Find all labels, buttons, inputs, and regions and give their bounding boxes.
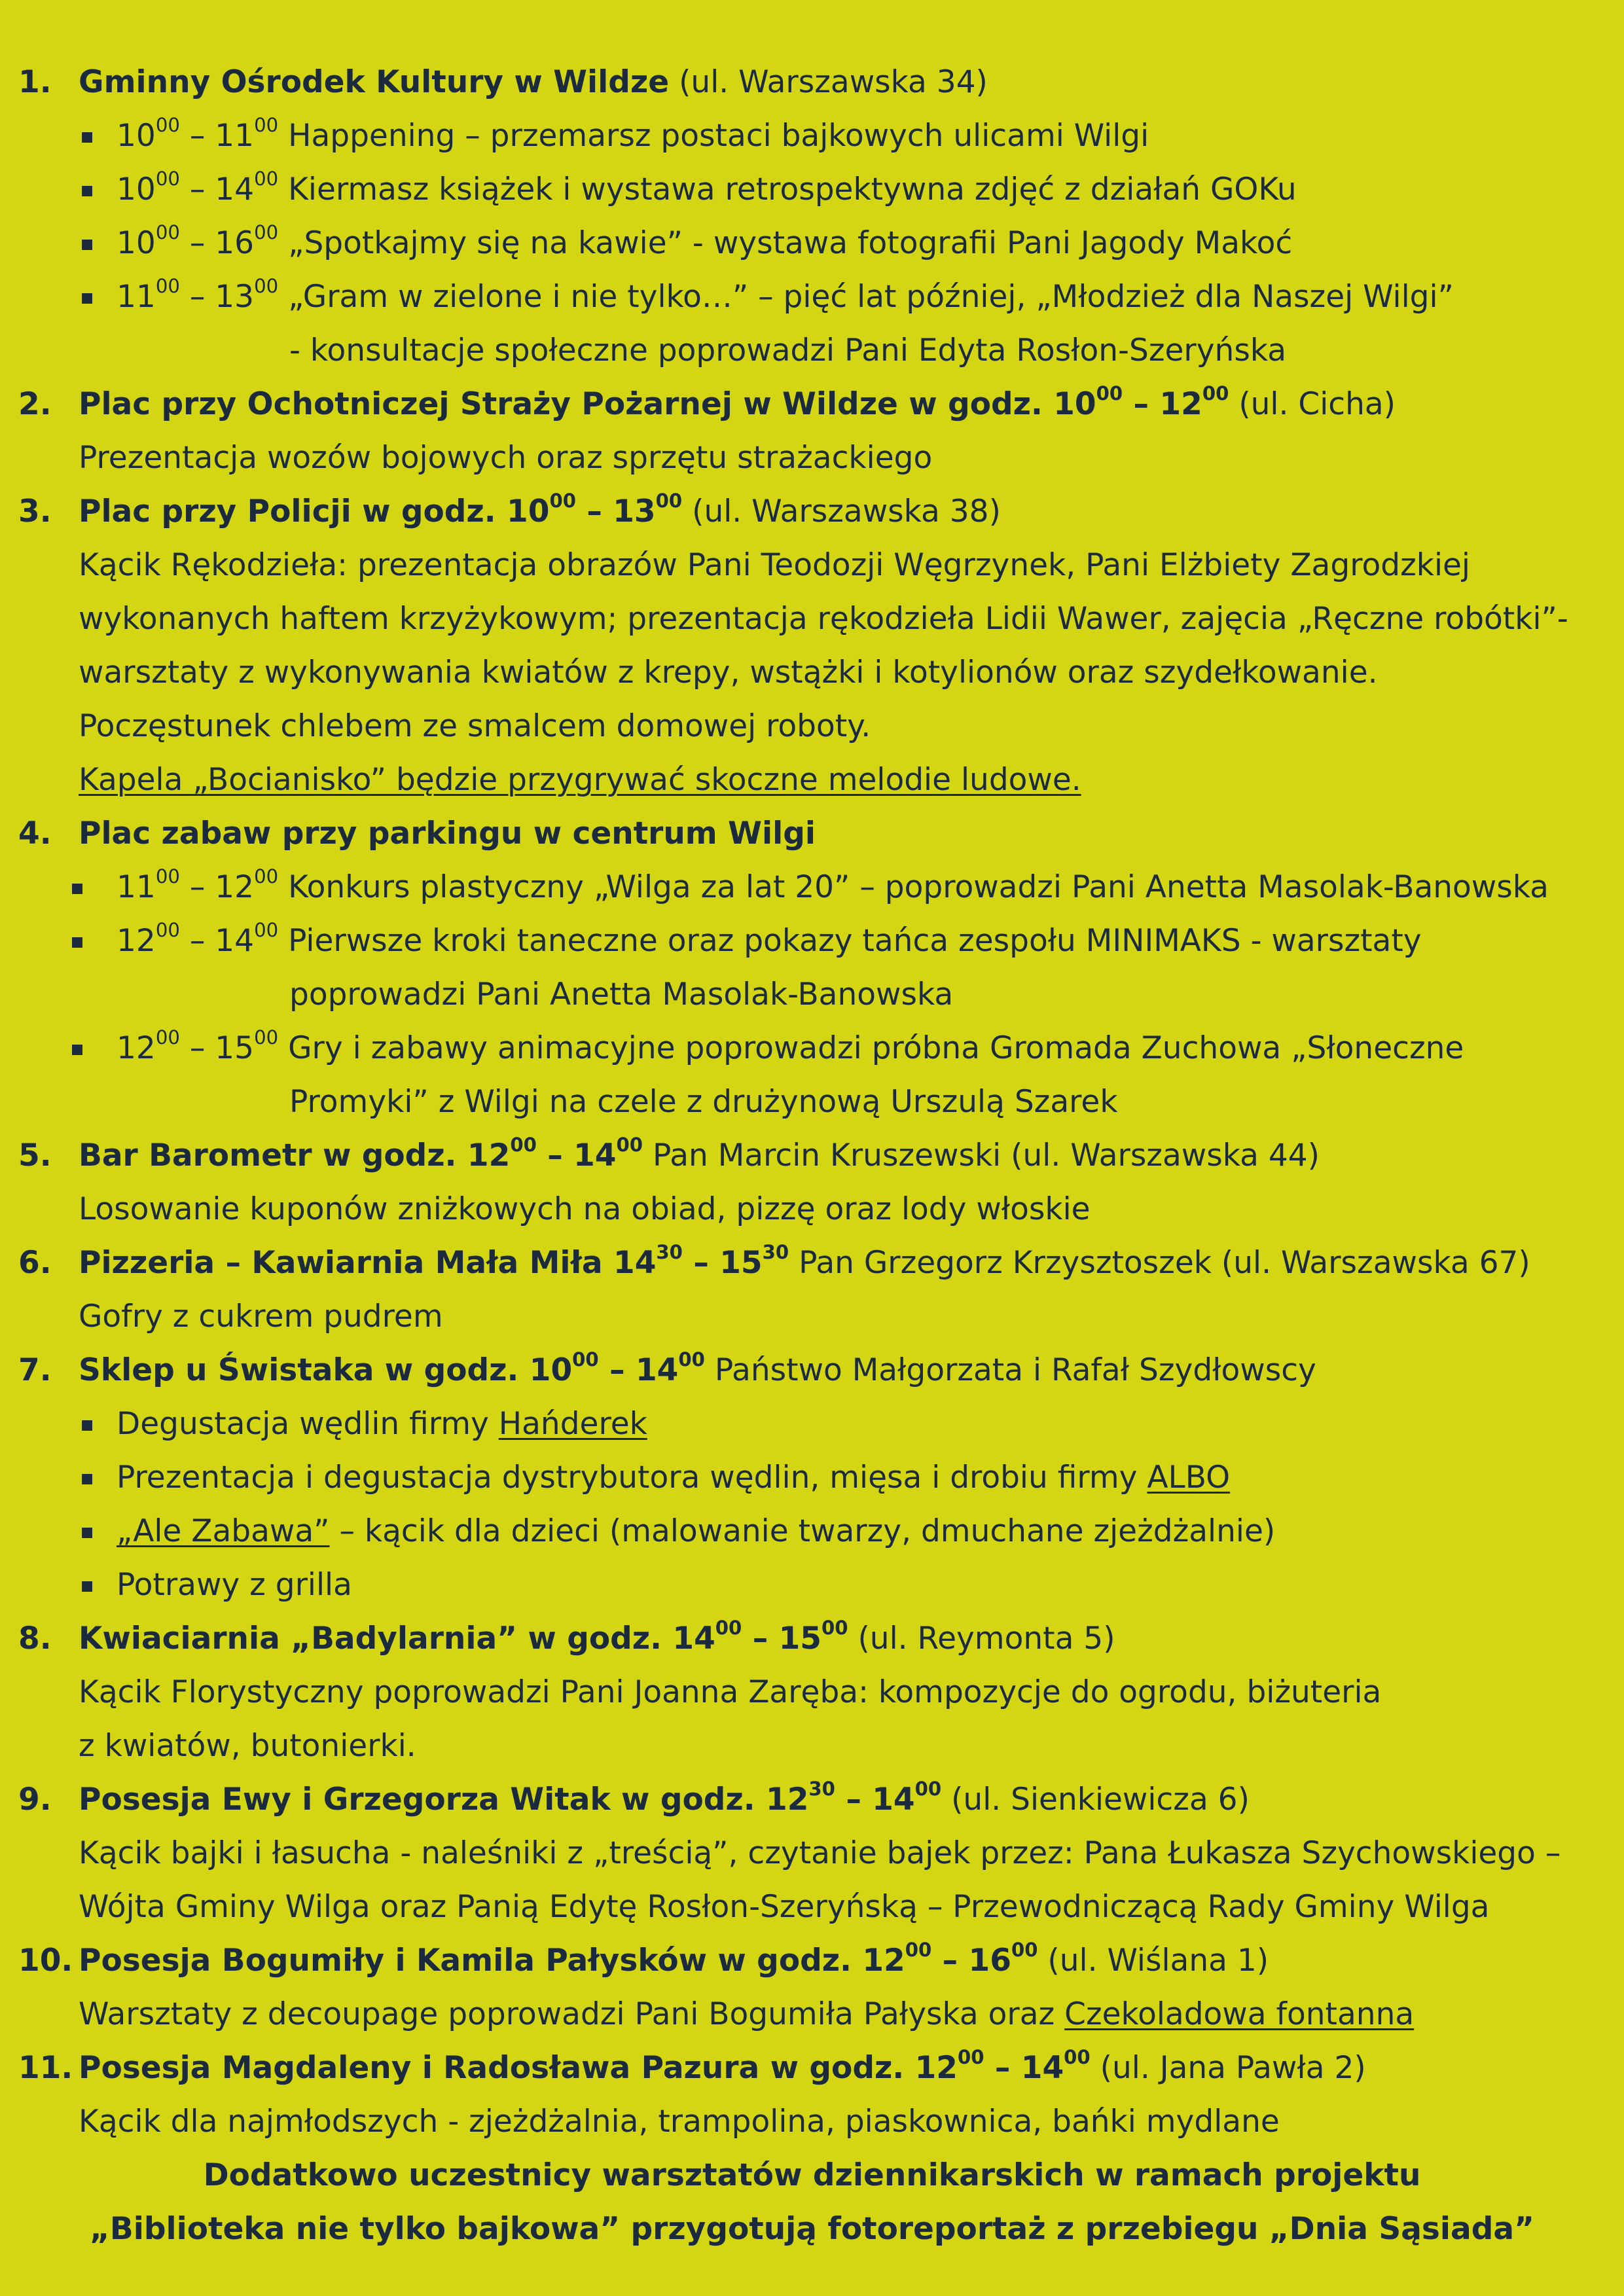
item-8-title: Kwiaciarnia „Badylarnia” w godz. $14^{00} - 15^{00}$ (ul. Reymonta 5) [79,1617,1115,1657]
bullet-icon [82,1528,92,1538]
item-7-bullet-1: Degustacja wędlin firmy Hańderek [117,1406,647,1442]
item-6-number: 6. [18,1245,52,1281]
bullet-icon [82,186,92,196]
item-7-number: 7. [18,1352,52,1388]
item-11-title: Posesja Magdaleny i Radosława Pazura w godz. $12^{00} - 14^{00}$ (ul. Jana Pawła 2) [79,2046,1366,2086]
item-4-event-1: $11^{00} - 12^{00}$ Konkurs plastyczny „Wilga za lat 20” – poprowadzi Pani Anetta Masolak-Banowska [117,865,1549,905]
hanerek-link[interactable]: Hańderek [498,1406,647,1442]
item-2-number: 2. [18,386,52,422]
item-1-event-4: $11^{00} - 13^{00}$ „Gram w zielone i nie tylko…” – pięć lat później, „Młodzież dla Naszej Wilgi” [117,275,1454,315]
item-6-title: Pizzeria – Kawiarnia Mała Miła $14^{30} - 15^{30}$ Pan Grzegorz Krzysztoszek (ul. Warszawska 67) [79,1241,1530,1281]
item-10-description: Warsztaty z decoupage poprowadzi Pani Bogumiła Pałyska oraz Czekoladowa fontanna [79,1996,1415,2032]
bullet-icon [82,1474,92,1484]
item-3-line-1: Kącik Rękodzieła: prezentacja obrazów Pani Teodozji Węgrzynek, Pani Elżbiety Zagrodzkiej [79,547,1470,583]
item-4-event-2-continuation: poprowadzi Pani Anetta Masolak-Banowska [289,977,954,1013]
item-9-title: Posesja Ewy i Grzegorza Witak w godz. $12^{30} - 14^{00}$ (ul. Sienkiewicza 6) [79,1778,1250,1818]
item-11-number: 11. [18,2050,73,2086]
item-4-number: 4. [18,816,52,852]
bullet-icon [72,1045,82,1055]
bullet-icon [82,132,92,143]
item-8-line-1: Kącik Florystyczny poprowadzi Pani Joanna Zaręba: kompozycje do ogrodu, biżuteria [79,1674,1382,1710]
item-4-event-3-continuation: Promyki” z Wilgi na czele z drużynową Urszulą Szarek [289,1084,1118,1120]
item-2-title: Plac przy Ochotniczej Straży Pożarnej w Wildze w godz. $10^{00} - 12^{00}$ (ul. Cicha) [79,382,1396,422]
bullet-icon [82,1420,92,1431]
item-3-line-3: warsztaty z wykonywania kwiatów z krepy, wstążki i kotylionów oraz szydełkowanie. [79,655,1378,691]
item-1-heading: 1. [18,64,52,100]
item-1-event-2: $10^{00} - 14^{00}$ Kiermasz książek i wystawa retrospektywna zdjęć z działań GOKu [117,168,1297,207]
albo-link[interactable]: ALBO [1147,1460,1231,1496]
item-3-line-2: wykonanych haftem krzyżykowym; prezentacja rękodzieła Lidii Wawer, zajęcia „Ręczne robótki”- [79,601,1568,637]
bullet-icon [82,293,92,304]
item-4-event-3: $12^{00} - 15^{00}$ Gry i zabawy animacyjne poprowadzi próbna Gromada Zuchowa „Słoneczne [117,1026,1464,1066]
item-11-description: Kącik dla najmłodszych - zjeżdżalnia, trampolina, piaskownica, bańki mydlane [79,2104,1280,2140]
item-1-event-1: $10^{00} - 11^{00}$ Happening – przemarsz postaci bajkowych ulicami Wilgi [117,114,1149,154]
item-5-title: Bar Barometr w godz. $12^{00} - 14^{00}$ Pan Marcin Kruszewski (ul. Warszawska 44) [79,1134,1320,1174]
footer-text: Dodatkowo uczestnicy warsztatów dziennikarskich w ramach projektu [203,2157,1421,2193]
item-1-event-3: $10^{00} - 16^{00}$ „Spotkajmy się na kawie” - wystawa fotografii Pani Jagody Makoć [117,221,1293,261]
footer-line-1 [0,2156,1624,2195]
footer-line-2 [0,2210,1624,2249]
czekoladowa-fontanna-link[interactable]: Czekoladowa fontanna [1064,1996,1415,2032]
item-8-number: 8. [18,1621,52,1657]
item-10-number: 10. [18,1943,73,1979]
item-6-description: Gofry z cukrem pudrem [79,1299,443,1335]
item-7-title: Sklep u Świstaka w godz. $10^{00} - 14^{00}$ Państwo Małgorzata i Rafał Szydłowscy [79,1348,1316,1388]
item-3-title: Plac przy Policji w godz. $10^{00} - 13^{00}$ (ul. Warszawska 38) [79,490,1001,529]
item-7-bullet-4: Potrawy z grilla [117,1567,352,1603]
item-8-line-2: z kwiatów, butonierki. [79,1728,416,1764]
item-9-number: 9. [18,1782,52,1818]
bullet-icon [72,937,82,948]
item-9-line-1: Kącik bajki i łasucha - naleśniki z „treścią”, czytanie bajek przez: Pana Łukasza Szychowskiego – [79,1835,1561,1871]
item-4-event-2: $12^{00} - 14^{00}$ Pierwsze kroki taneczne oraz pokazy tańca zespołu MINIMAKS - warsztaty [117,919,1422,959]
item-5-number: 5. [18,1138,52,1174]
item-3-number: 3. [18,493,52,529]
item-9-line-2: Wójta Gminy Wilga oraz Panią Edytę Rosłon-Szeryńską – Przewodniczącą Rady Gminy Wilga [79,1889,1490,1925]
item-10-title: Posesja Bogumiły i Kamila Pałysków w godz. $12^{00} - 16^{00}$ (ul. Wiślana 1) [79,1939,1269,1979]
item-2-description: Prezentacja wozów bojowych oraz sprzętu strażackiego [79,440,933,476]
bullet-icon [72,884,82,894]
item-3-line-4: Poczęstunek chlebem ze smalcem domowej roboty. [79,708,871,744]
bullet-icon [82,240,92,250]
item-5-description: Losowanie kuponów zniżkowych na obiad, pizzę oraz lody włoskie [79,1191,1091,1227]
ale-zabawa-link[interactable]: „Ale Zabawa” [117,1513,330,1549]
item-4-title: Plac zabaw przy parkingu w centrum Wilgi [79,816,816,852]
item-3-band-link[interactable]: Kapela „Bocianisko” będzie przygrywać skoczne melodie ludowe. [79,762,1081,798]
item-7-bullet-3: „Ale Zabawa” – kącik dla dzieci (malowanie twarzy, dmuchane zjeżdżalnie) [117,1513,1276,1549]
item-1-title: Gminny Ośrodek Kultury w Wildze (ul. Warszawska 34) [79,64,988,100]
item-7-bullet-2: Prezentacja i degustacja dystrybutora wędlin, mięsa i drobiu firmy ALBO [117,1460,1231,1496]
bullet-icon [82,1581,92,1592]
footer-text: „Biblioteka nie tylko bajkowa” przygotują fotoreportaż z przebiegu „Dnia Sąsiada” [90,2211,1534,2247]
item-1-event-4-continuation: - konsultacje społeczne poprowadzi Pani Edyta Rosłon-Szeryńska [289,332,1287,368]
